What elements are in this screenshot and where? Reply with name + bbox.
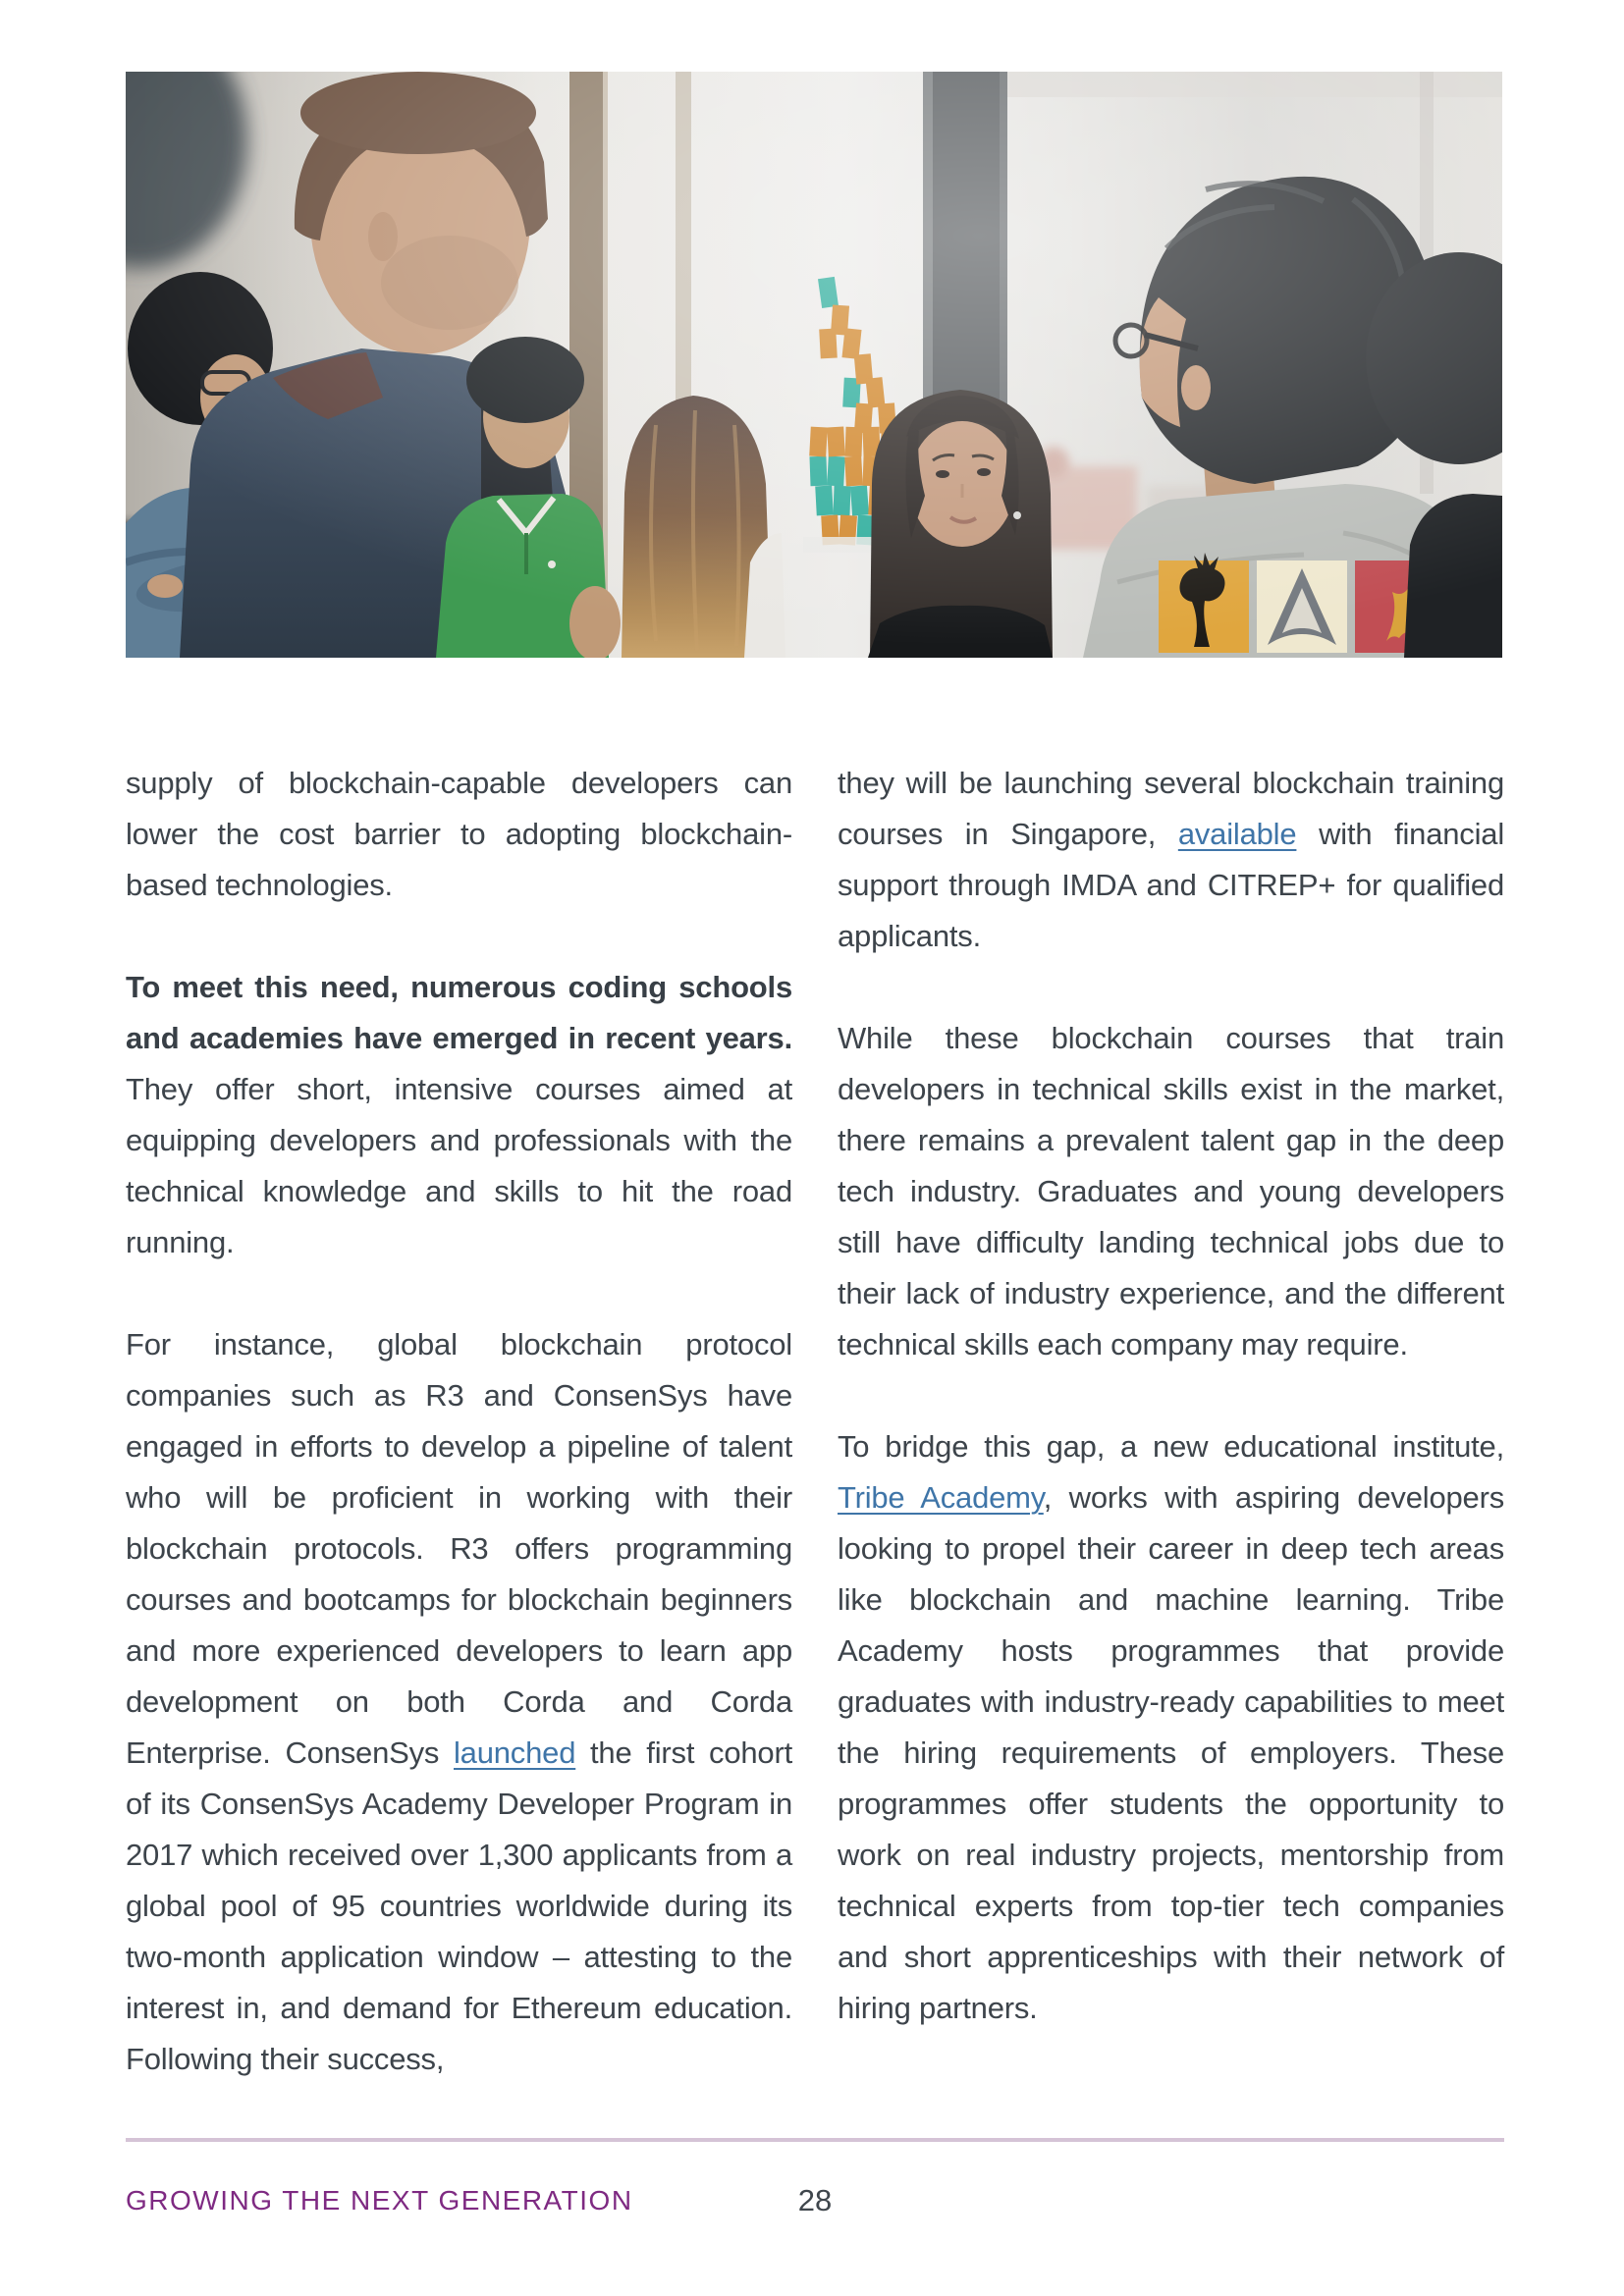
paragraph: [838, 1421, 1504, 2034]
text-segment-bold: To meet this need, numerous coding schools and academies have emerged in recent years.: [126, 970, 792, 1055]
hero-photo-illustration: [126, 72, 1502, 658]
column-right: [838, 758, 1504, 2085]
text-segment: with financial support through IMDA and CITREP+ for qualified applicants.: [838, 817, 1505, 953]
column-left: [126, 758, 792, 2085]
paragraph: [126, 1319, 792, 2085]
article-columns: [126, 758, 1504, 2085]
link-launched[interactable]: launched: [454, 1735, 576, 1770]
paragraph: [838, 758, 1504, 962]
paragraph: [126, 758, 792, 911]
link-tribe-academy[interactable]: Tribe Academy: [838, 1480, 1044, 1515]
text-segment: they will be launching several blockchain training courses in Singapore,: [838, 766, 1504, 851]
footer-rule: [126, 2138, 1504, 2142]
page-number: 28: [797, 2183, 833, 2217]
text-segment: To bridge this gap, a new educational institute,: [838, 1429, 1504, 1464]
paragraph: [126, 962, 792, 1268]
hero-photo: [126, 72, 1502, 658]
text-segment: , works with aspiring developers looking to propel their career in deep tech areas like blockchain and machine learning. Tribe Academy hosts programmes that provide graduates with industry-ready capabilities to meet the hiring requirements of employers. These programmes offer students the opportunity to work on real industry projects, mentorship from technical experts from top-tier tech companies and short apprenticeships with their network of hiring partners.: [838, 1480, 1505, 2025]
footer-section-title: GROWING THE NEXT GENERATION: [126, 2185, 633, 2216]
text-segment: the first cohort of its ConsenSys Academy Developer Program in 2017 which received over 1,300 applicants from a global pool of 95 countries worldwide during its two-month application window – attesting to the interest in, and demand for Ethereum education. Following their success,: [126, 1735, 792, 2076]
text-segment: While these blockchain courses that train developers in technical skills exist in the market, there remains a prevalent talent gap in the deep tech industry. Graduates and young developers still have difficulty landing technical jobs due to their lack of industry experience, and the different technical skills each company may require.: [838, 1021, 1504, 1362]
window-light-overlay: [126, 72, 1502, 658]
text-segment: They offer short, intensive courses aimed at equipping developers and professionals with the technical knowledge and skills to hit the road running.: [126, 1072, 792, 1259]
link-available[interactable]: available: [1177, 817, 1297, 851]
paragraph: [838, 1013, 1504, 1370]
text-segment: supply of blockchain-capable developers can lower the cost barrier to adopting blockchain-based technologies.: [126, 766, 792, 902]
text-segment: For instance, global blockchain protocol companies such as R3 and ConsenSys have engaged in efforts to develop a pipeline of talent who will be proficient in working with their blockchain protocols. R3 offers programming courses and bootcamps for blockchain beginners and more experienced developers to learn app development on both Corda and Corda Enterprise. ConsenSys: [126, 1327, 792, 1770]
